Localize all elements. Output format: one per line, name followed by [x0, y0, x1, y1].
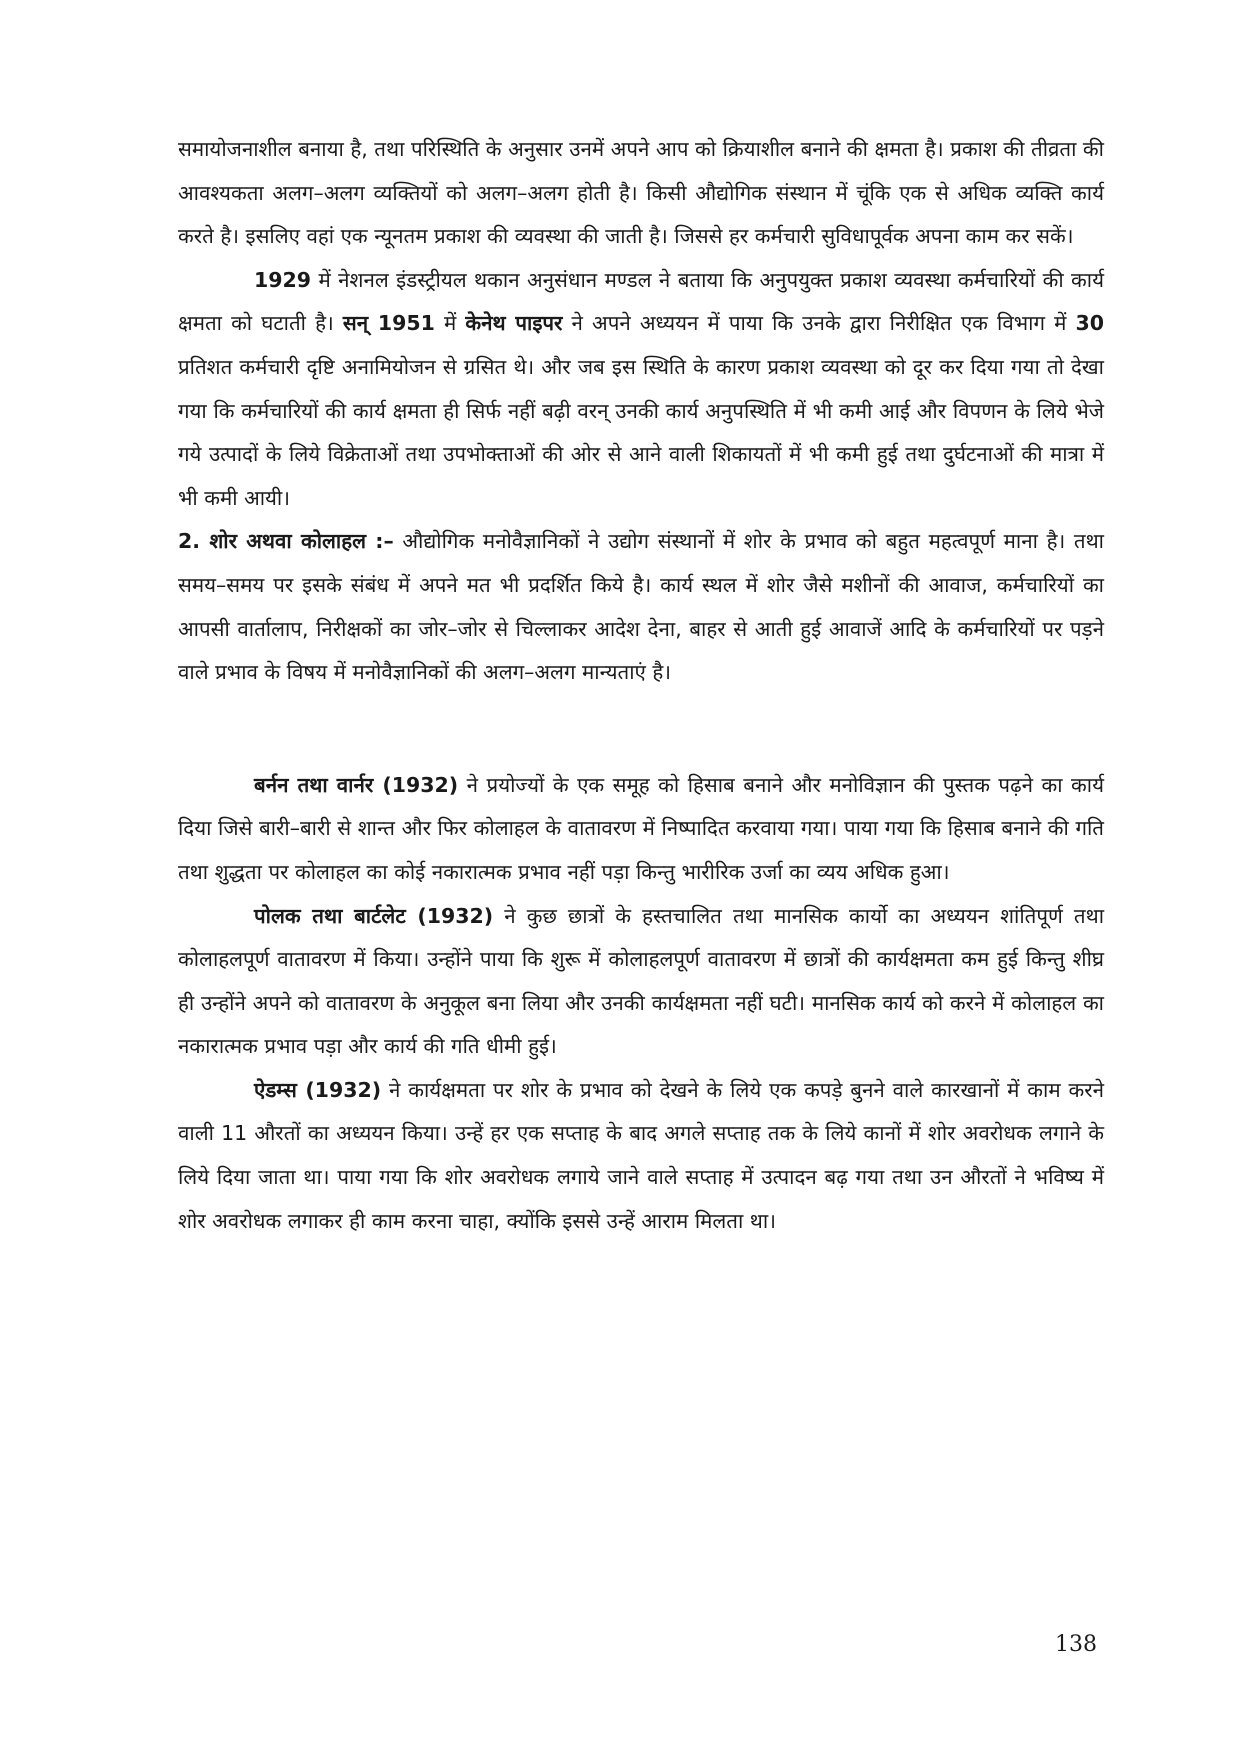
paragraph-text: प्रतिशत कर्मचारी दृष्टि अनामियोजन से ग्रसित थे। और जब इस स्थिति के कारण प्रकाश व्यवस्था को दूर कर दिया गया तो देखा गया कि कर्मचारियों की कार्य क्षमता ही सिर्फ नहीं बढ़ी वरन् उनकी कार्य अनुपस्थिति में भी कमी आई और विपणन के लिये भेजे गये उत्पादों के लिये विक्रेताओं तथा उपभोक्ताओं की ओर से आने वाली शिकायतों में भी कमी हुई तथा दुर्घटनाओं की मात्रा में भी कमी आयी। — [178, 354, 1104, 510]
paragraph-text: में नेशनल इंडस्ट्रीयल थकान अनुसंधान मण्डल ने बताया कि अनुपयुक्त प्रकाश व्यवस्था कर्मचारियों की कार्य क्षमता को घटाती है। — [178, 267, 1104, 336]
paragraph-text: ने अपने अध्ययन में पाया कि उनके द्वारा निरीक्षित एक विभाग में — [562, 311, 1076, 336]
researcher-name: केनेथ पाइपर — [465, 311, 563, 336]
paragraph-text: औद्योगिक मनोवैज्ञानिकों ने उद्योग संस्थानों में शोर के प्रभाव को बहुत महत्वपूर्ण माना है। तथा समय–समय पर इसके संबंध में अपने मत भी प्रदर्शित किये है। कार्य स्थल में शोर जैसे मशीनों की आवाज, कर्मचारियों का आपसी वार्तालाप, निरीक्षकों का जोर–जोर से चिल्लाकर आदेश देना, बाहर से आती हुई आवाजें आदि के कर्मचारियों पर पड़ने वाले प्रभाव के विषय में मनोवैज्ञानिकों की अलग–अलग मान्यताएं है। — [178, 529, 1104, 685]
paragraph-vernon-warner — [178, 764, 1104, 895]
section-heading-noise: 2. शोर अथवा कोलाहल :– — [178, 529, 394, 554]
paragraph-text: ने कुछ छात्रों के हस्तचालित तथा मानसिक कार्यो का अध्ययन शांतिपूर्ण तथा कोलाहलपूर्ण वातावरण में किया। उन्होंने पाया कि शुरू में कोलाहलपूर्ण वातावरण में छात्रों की कार्यक्षमता कम हुई किन्तु शीघ्र ही उन्होंने अपने को वातावरण के अनुकूल बना लिया और उनकी कार्यक्षमता नहीं घटी। मानसिक कार्य को करने में कोलाहल का नकारात्मक प्रभाव पड़ा और कार्य की गति धीमी हुई। — [178, 903, 1105, 1059]
page-number: 138 — [1055, 1632, 1097, 1657]
study-citation: बर्नन तथा वार्नर (1932) — [254, 772, 459, 797]
year-1929: 1929 — [254, 267, 312, 292]
year-1951: सन् 1951 — [342, 311, 435, 336]
paragraph-text: ने प्रयोज्यों के एक समूह को हिसाब बनाने और मनोविज्ञान की पुस्तक पढ़ने का कार्य दिया जिसे बारी–बारी से शान्त और फिर कोलाहल के वातावरण में निष्पादित करवाया गया। पाया गया कि हिसाब बनाने की गति तथा शुद्धता पर कोलाहल का कोई नकारात्मक प्रभाव नहीं पड़ा किन्तु भारीरिक उर्जा का व्यय अधिक हुआ। — [178, 772, 1104, 884]
paragraph-noise-section — [178, 520, 1104, 694]
paragraph-pollock-bartlett — [178, 895, 1104, 1069]
paragraph-lighting-adaptation: समायोजनाशील बनाया है, तथा परिस्थिति के अनुसार उनमें अपने आप को क्रियाशील बनाने की क्षमता है। प्रकाश की तीव्रता की आवश्यकता अलग–अलग व्यक्तियों को अलग–अलग होती है। किसी औद्योगिक संस्थान में चूंकि एक से अधिक व्यक्ति कार्य करते है। इसलिए वहां एक न्यूनतम प्रकाश की व्यवस्था की जाती है। जिससे हर कर्मचारी सुविधापूर्वक अपना काम कर सकें। — [178, 137, 1104, 249]
paragraph-adams — [178, 1069, 1104, 1243]
paragraph-text: ने कार्यक्षमता पर शोर के प्रभाव को देखने के लिये एक कपड़े बुनने वाले कारखानों में काम करने वाली 11 औरतों का अध्ययन किया। उन्हें हर एक सप्ताह के बाद अगले सप्ताह तक के लिये कानों में शोर अवरोधक लगाने के लिये दिया जाता था। पाया गया कि शोर अवरोधक लगाये जाने वाले सप्ताह में उत्पादन बढ़ गया तथा उन औरतों ने भविष्य में शोर अवरोधक लगाकर ही काम करना चाहा, क्योंकि इससे उन्हें आराम मिलता था। — [178, 1077, 1105, 1233]
paragraph-lighting-research — [178, 259, 1104, 521]
study-citation: पोलक तथा बार्टलेट (1932) — [254, 903, 494, 928]
percent-value: 30 — [1075, 311, 1105, 336]
page-body — [178, 128, 1104, 1243]
paragraph-text: में — [434, 311, 466, 336]
study-citation: ऐडम्स (1932) — [254, 1077, 382, 1102]
